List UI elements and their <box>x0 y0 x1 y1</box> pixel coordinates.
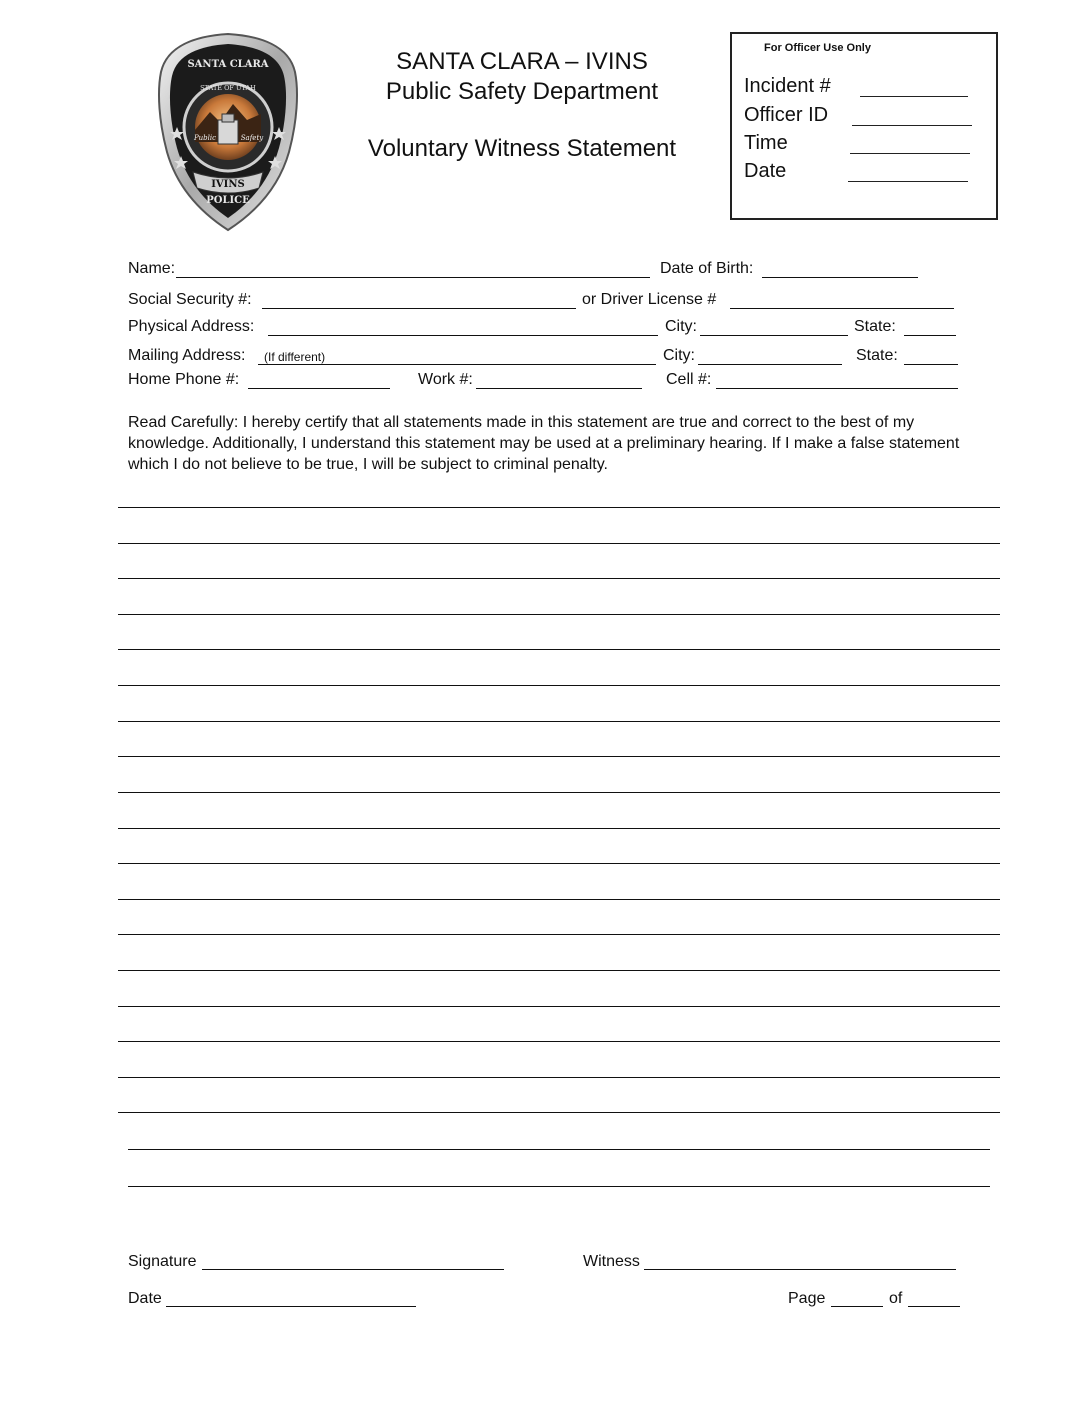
mailing-city-label: City: <box>663 347 695 364</box>
statement-line[interactable] <box>118 578 1000 579</box>
home-phone-label: Home Phone #: <box>128 371 240 388</box>
work-phone-field[interactable] <box>476 388 642 389</box>
statement-line[interactable] <box>118 1112 1000 1113</box>
police-badge-logo <box>155 32 301 232</box>
officer-id-label: Officer ID <box>744 104 829 126</box>
work-phone-label: Work #: <box>418 371 473 388</box>
statement-line[interactable] <box>128 1186 990 1187</box>
statement-line[interactable] <box>118 614 1000 615</box>
home-phone-field[interactable] <box>248 388 390 389</box>
signature-label: Signature <box>128 1253 197 1270</box>
svg-text:Public: Public <box>193 134 217 142</box>
cell-phone-label: Cell #: <box>666 371 712 388</box>
physical-state-label: State: <box>854 318 896 335</box>
mailing-address-field[interactable] <box>258 364 656 365</box>
cell-phone-field[interactable] <box>716 388 958 389</box>
svg-text:SANTA CLARA: SANTA CLARA <box>187 59 269 70</box>
incident-number-label: Incident # <box>744 75 831 97</box>
physical-state-field[interactable] <box>904 335 956 336</box>
statement-line[interactable] <box>118 507 1000 508</box>
officer-id-field[interactable] <box>852 125 972 126</box>
page-number-field[interactable] <box>831 1306 883 1307</box>
witness-label: Witness <box>583 1253 640 1270</box>
statement-line[interactable] <box>118 934 1000 935</box>
statement-line[interactable] <box>118 649 1000 650</box>
mailing-state-field[interactable] <box>904 364 958 365</box>
statement-line[interactable] <box>118 828 1000 829</box>
certification-text: Read Carefully: I hereby certify that all statements made in this statement are true and correct to the best of my knowledge. Additionally, I understand this statement may be used at a preliminary hearing. If I make a false statement which I do not believe to be true, I will be subject to criminal penalty. <box>128 414 960 473</box>
mailing-city-field[interactable] <box>698 364 842 365</box>
officer-use-box <box>730 32 998 220</box>
time-label: Time <box>744 132 788 154</box>
agency-name: SANTA CLARA – IVINS <box>396 48 648 75</box>
name-label: Name: <box>128 260 176 277</box>
signature-field[interactable] <box>202 1269 504 1270</box>
time-field[interactable] <box>850 153 970 154</box>
statement-line[interactable] <box>118 899 1000 900</box>
incident-number-field[interactable] <box>860 96 968 97</box>
witness-signature-field[interactable] <box>644 1269 956 1270</box>
mailing-state-label: State: <box>856 347 898 364</box>
date-field[interactable] <box>848 181 968 182</box>
ssn-field[interactable] <box>262 308 576 309</box>
statement-line[interactable] <box>118 1077 1000 1078</box>
officer-use-heading: For Officer Use Only <box>764 42 871 54</box>
ssn-label: Social Security #: <box>128 291 252 308</box>
dob-label: Date of Birth: <box>660 260 754 277</box>
physical-city-label: City: <box>665 318 697 335</box>
name-field[interactable] <box>176 277 650 278</box>
date-label: Date <box>744 160 787 182</box>
statement-line[interactable] <box>118 970 1000 971</box>
physical-address-label: Physical Address: <box>128 318 255 335</box>
footer-date-label: Date <box>128 1290 162 1307</box>
page-total-field[interactable] <box>908 1306 960 1307</box>
footer-date-field[interactable] <box>166 1306 416 1307</box>
svg-text:IVINS: IVINS <box>211 179 245 190</box>
svg-text:Safety: Safety <box>240 134 264 142</box>
driver-license-label: or Driver License # <box>582 291 717 308</box>
statement-line[interactable] <box>118 1006 1000 1007</box>
statement-line[interactable] <box>118 792 1000 793</box>
statement-line[interactable] <box>118 756 1000 757</box>
page-of-label: of <box>889 1290 903 1307</box>
form-title: Voluntary Witness Statement <box>367 135 677 162</box>
driver-license-field[interactable] <box>730 308 954 309</box>
statement-line[interactable] <box>118 685 1000 686</box>
statement-line[interactable] <box>118 543 1000 544</box>
statement-line[interactable] <box>118 721 1000 722</box>
department-name: Public Safety Department <box>385 78 659 105</box>
mailing-address-note: (If different) <box>264 350 326 364</box>
svg-text:STATE OF UTAH: STATE OF UTAH <box>200 84 256 92</box>
statement-line[interactable] <box>118 863 1000 864</box>
dob-field[interactable] <box>762 277 918 278</box>
svg-text:POLICE: POLICE <box>206 195 250 206</box>
physical-city-field[interactable] <box>700 335 848 336</box>
statement-line[interactable] <box>118 1041 1000 1042</box>
page-label: Page <box>788 1290 826 1307</box>
mailing-address-label: Mailing Address: <box>128 347 246 364</box>
statement-line[interactable] <box>128 1149 990 1150</box>
physical-address-field[interactable] <box>268 335 658 336</box>
